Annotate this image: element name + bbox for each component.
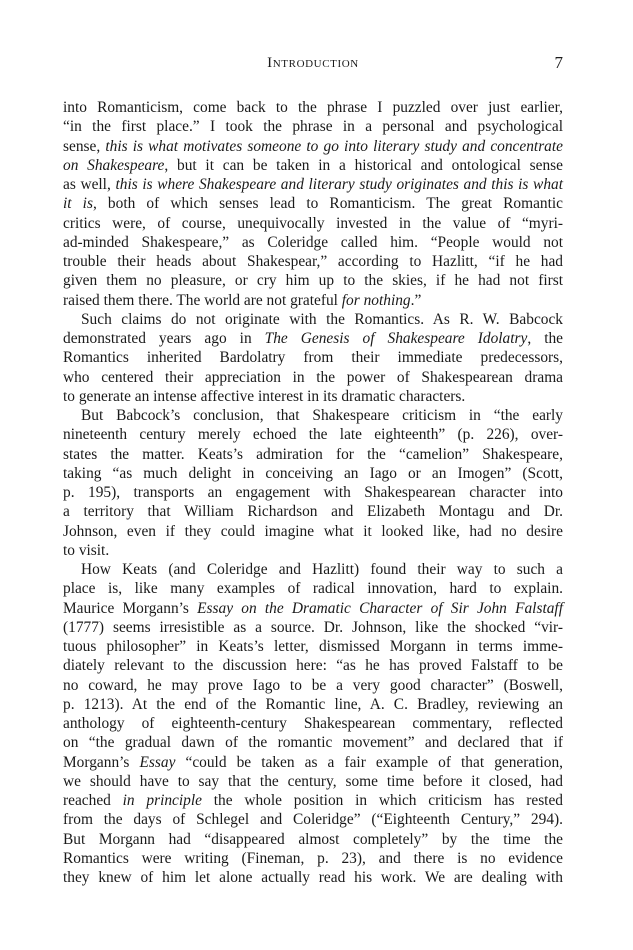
text-run: p. 1213). At the end of the Romantic line, A. C. Bradley, reviewing an (63, 695, 563, 713)
text-line (63, 156, 563, 175)
text-line (63, 810, 563, 829)
text-run: trouble their heads about Shakespear,” according to Hazlitt, “if he had (63, 253, 563, 270)
text-line (63, 695, 563, 714)
text-line (63, 849, 563, 868)
text-run: Johnson, even if they could imagine what it looked like, had no desire (63, 522, 563, 540)
text-line (63, 445, 563, 464)
text-line (63, 233, 563, 252)
text-run: (1777) seems irresistible as a source. Dr. Johnson, like the shocked “vir- (63, 618, 563, 636)
text-line (63, 830, 563, 849)
italic-text: Essay on the Dramatic Character of Sir John Falstaff (197, 599, 563, 617)
text-run: Such claims do not originate with the Romantics. As R. W. Babcock (81, 310, 563, 328)
text-run: raised them there. The world are not grateful (63, 291, 342, 309)
italic-text: in principle (122, 792, 202, 809)
text-run: to generate an intense affective interest in its dramatic characters. (63, 387, 466, 405)
text-run: .” (410, 291, 422, 309)
text-line (63, 733, 563, 752)
text-line (63, 599, 563, 618)
text-run: on “the gradual dawn of the romantic movement” and declared that if (63, 734, 563, 752)
text-run: a territory that William Richardson and Elizabeth Montagu and Dr. (63, 503, 563, 521)
text-run: diately relevant to the discussion here: “as he has proved Falstaff to be (63, 657, 563, 675)
text-run: anthology of eighteenth-century Shakespearean commentary, reflected (63, 715, 563, 732)
text-run: the whole position in which criticism has rested (201, 792, 563, 809)
text-line (63, 464, 563, 483)
text-run: “could be taken as a fair example of that generation, (175, 753, 563, 771)
text-run: who centered their appreciation in the power of Shakespearean drama (63, 368, 563, 386)
text-line (63, 252, 563, 271)
text-run: into Romanticism, come back to the phrase I puzzled over just earlier, (63, 99, 563, 116)
text-line (63, 772, 563, 791)
text-run: no coward, he may prove Iago to be a very good character” (Boswell, (63, 676, 563, 694)
italic-text: this is where Shakespeare and literary study originates and this is what (115, 176, 563, 193)
text-run: reached (63, 792, 123, 809)
text-line (63, 618, 563, 637)
text-run: given them no pleasure, or cry him up to the skies, if he had not first (63, 272, 563, 290)
text-run: Romantics were writing (Fineman, p. 23), and there is no evidence (63, 849, 563, 867)
page-header (63, 53, 563, 77)
text-line (63, 753, 563, 772)
text-line (63, 310, 563, 329)
text-run: Maurice Morgann’s (63, 599, 198, 617)
text-run: Romantics inherited Bardolatry from their immediate predecessors, (63, 349, 563, 367)
page-number: 7 (554, 53, 563, 72)
text-run: Morgann’s (63, 753, 140, 771)
italic-text: on Shakespeare (63, 156, 165, 174)
text-line (63, 214, 563, 233)
text-run: place is, like many examples of radical innovation, hard to explain. (63, 580, 563, 598)
text-line (63, 387, 563, 406)
text-line (63, 483, 563, 502)
text-run: , both of which senses lead to Romanticism. The great Romantic (92, 195, 563, 213)
text-line (63, 502, 563, 521)
text-run: demonstrated years ago in (63, 330, 265, 347)
text-line (63, 329, 563, 348)
text-line (63, 406, 563, 425)
text-run: tuous philosopher” in Keats’s letter, dismissed Morgann in terms imme- (63, 638, 563, 655)
text-run: to visit. (63, 541, 110, 559)
text-run: we should have to say that the century, some time before it closed, had (63, 772, 563, 790)
text-line (63, 579, 563, 598)
text-run: But Morgann had “disappeared almost completely” by the time the (63, 830, 563, 848)
text-run: from the days of Schlegel and Coleridge” (“Eighteenth Century,” 294). (63, 811, 563, 829)
italic-text: it is (63, 195, 93, 213)
text-run: as well, (63, 176, 116, 193)
text-run: ad-minded Shakespeare,” as Coleridge called him. “People would not (63, 233, 563, 251)
text-run: sense, (63, 137, 106, 155)
text-line (63, 560, 563, 579)
text-line (63, 425, 563, 444)
body-text (63, 98, 563, 887)
text-line (63, 98, 563, 117)
text-run: , the (527, 330, 564, 347)
text-run: critics were, of course, unequivocally invested in the value of “myri- (63, 214, 563, 232)
text-line (63, 175, 563, 194)
text-run: they knew of him let alone actually read his work. We are dealing with (63, 869, 563, 886)
text-line (63, 348, 563, 367)
text-line (63, 194, 563, 213)
running-head-text: Introduction (267, 55, 359, 71)
italic-text: The Genesis of Shakespeare Idolatry (264, 330, 528, 347)
text-line (63, 291, 563, 310)
text-line (63, 656, 563, 675)
running-head (63, 55, 563, 72)
text-line (63, 791, 563, 810)
text-line (63, 271, 563, 290)
text-run: , but it can be taken in a historical and ontological sense (164, 156, 563, 174)
italic-text: Essay (139, 753, 176, 771)
text-line (63, 117, 563, 136)
text-run: states the matter. Keats’s admiration for the “camelion” Shakespeare, (63, 445, 563, 463)
text-run: taking “as much delight in conceiving an Iago or an Imogen” (Scott, (63, 464, 563, 482)
text-run: But Babcock’s conclusion, that Shakespeare criticism in “the early (81, 407, 563, 424)
text-line (63, 522, 563, 541)
text-line (63, 541, 563, 560)
text-run: How Keats (and Coleridge and Hazlitt) found their way to such a (81, 561, 563, 578)
text-line (63, 868, 563, 887)
text-run: nineteenth century merely echoed the late eighteenth” (p. 226), over- (63, 426, 563, 444)
text-line (63, 137, 563, 156)
text-line (63, 368, 563, 387)
text-run: “in the first place.” I took the phrase in a personal and psychological (63, 118, 563, 136)
italic-text: this is what motivates someone to go into literary study and concentrate (105, 137, 563, 155)
italic-text: for nothing (341, 291, 411, 309)
text-line (63, 714, 563, 733)
text-line (63, 676, 563, 695)
text-run: p. 195), transports an engagement with Shakespearean character into (63, 484, 563, 501)
text-line (63, 637, 563, 656)
